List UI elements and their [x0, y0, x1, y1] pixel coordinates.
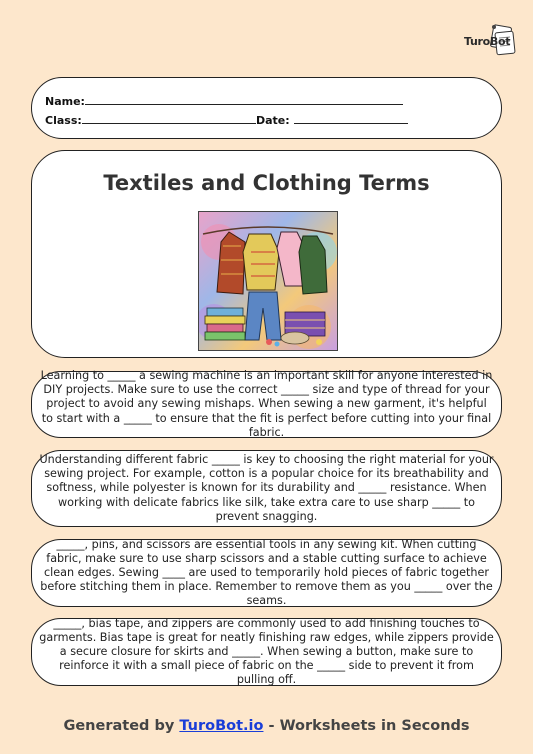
paragraph-box-3: [31, 539, 502, 607]
turobot-link[interactable]: TuroBot.io: [179, 718, 264, 734]
date-line[interactable]: [294, 113, 408, 124]
class-label: Class:: [45, 114, 82, 127]
date-label: Date:: [256, 114, 290, 127]
paragraph-text: Learning to _____ a sewing machine is an important skill for anyone interested in DIY projects. Make sure to use the correct _____ size and type of thread for your project to avoid any sewing mishaps. When sewing a new garment, it's helpful to start with a _____ to ensure that the fit is perfect before cutting into your final fabric.: [40, 369, 493, 439]
class-field[interactable]: [45, 113, 256, 127]
turobot-logo: [462, 24, 516, 60]
worksheet-title: Textiles and Clothing Terms: [103, 171, 430, 195]
footer-prefix: Generated by: [63, 718, 180, 734]
name-field[interactable]: [45, 94, 403, 108]
name-line[interactable]: [85, 94, 403, 105]
paragraph-text: _____, bias tape, and zippers are commonly used to add finishing touches to garments. Bias tape is great for neatly finishing raw edges, while zippers provide a secure closure for skirts and _____. When sewing a button, make sure to reinforce it with a small piece of fabric on the _____ side to prevent it from pulling off.: [39, 616, 494, 687]
paragraph-box-4: [31, 618, 502, 686]
clothing-illustration-graphic: [199, 212, 337, 350]
class-line[interactable]: [82, 113, 256, 124]
date-field[interactable]: [256, 113, 408, 127]
footer-suffix: - Worksheets in Seconds: [263, 718, 470, 734]
logo-text: TuroBot: [464, 35, 511, 48]
paragraph-box-1: [31, 371, 502, 438]
paragraph-text: _____, pins, and scissors are essential tools in any sewing kit. When cutting fabric, make sure to use sharp scissors and a stable cutting surface to achieve clean edges. Sewing ____ are used to temporarily hold pieces of fabric together before stitching them in place. Remember to remove them as you _____ over the seams.: [40, 537, 493, 608]
footer: [0, 718, 533, 734]
paragraph-text: Understanding different fabric _____ is key to choosing the right material for your sewing project. For example, cotton is a popular choice for its breathability and softness, while polyester is known for its durability and _____ resistance. When working with delicate fabrics like silk, take extra care to use sharp _____ to prevent snagging.: [39, 452, 494, 523]
clothing-illustration: [198, 211, 338, 351]
paragraph-box-2: [31, 450, 502, 527]
name-label: Name:: [45, 95, 85, 108]
student-info-box: [31, 77, 502, 139]
title-box: [31, 150, 502, 358]
